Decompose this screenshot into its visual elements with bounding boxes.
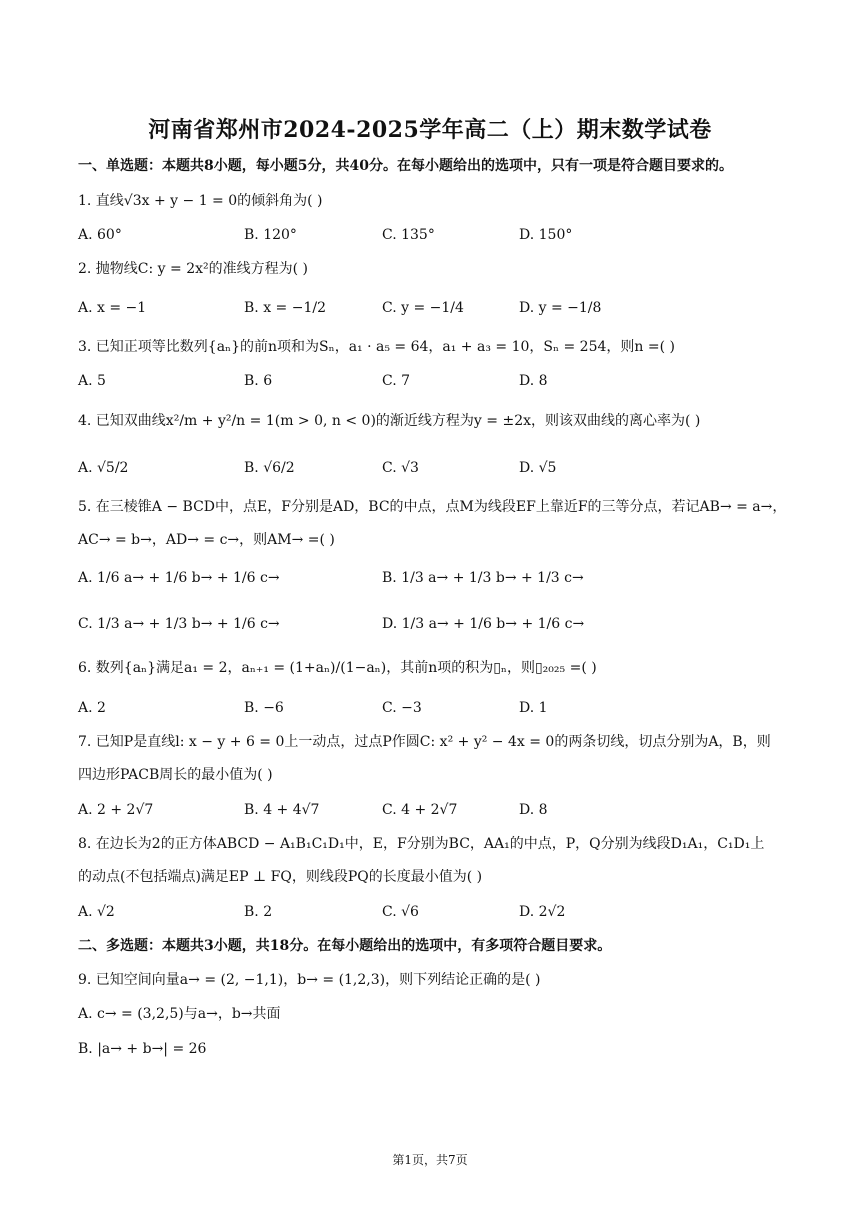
question-4-stem: 4. 已知双曲线x²/m + y²/n = 1(m > 0, n < 0)的渐近线方程为y = ±2x，则该双曲线的离心率为( ) (78, 413, 701, 429)
question-1-option-b: B. 120° (244, 227, 297, 243)
question-7-option-d: D. 8 (519, 802, 548, 818)
question-5-option-a: A. 1/6 a→ + 1/6 b→ + 1/6 c→ (78, 570, 280, 586)
question-2-option-b: B. x = −1/2 (244, 300, 326, 316)
question-8-option-b: B. 2 (244, 904, 273, 920)
section-heading-multi-choice: 二、多选题：本题共3小题，共18分。在每小题给出的选项中，有多项符合题目要求。 (78, 938, 612, 954)
question-4-option-b: B. √6/2 (244, 460, 295, 476)
question-4-option-d: D. √5 (519, 460, 557, 476)
question-3-option-a: A. 5 (78, 373, 106, 389)
question-6-option-a: A. 2 (78, 700, 106, 716)
question-1-option-a: A. 60° (78, 227, 122, 243)
question-3-option-d: D. 8 (519, 373, 548, 389)
question-8-stem-continued: 的动点(不包括端点)满足EP ⊥ FQ，则线段PQ的长度最小值为( ) (78, 869, 483, 885)
question-8-stem: 8. 在边长为2的正方体ABCD − A₁B₁C₁D₁中，E，F分别为BC，AA₁的中点，P，Q分别为线段D₁A₁，C₁D₁上 (78, 836, 765, 852)
question-6-option-c: C. −3 (382, 700, 422, 716)
question-1-stem: 1. 直线√3x + y − 1 = 0的倾斜角为( ) (78, 193, 323, 209)
question-4-option-c: C. √3 (382, 460, 419, 476)
page-title: 河南省郑州市2024-2025学年高二（上）期末数学试卷 (148, 117, 712, 143)
question-5-option-d: D. 1/3 a→ + 1/6 b→ + 1/6 c→ (382, 616, 585, 632)
question-6-stem: 6. 数列{aₙ}满足a₁ = 2，aₙ₊₁ = (1+aₙ)/(1−aₙ)，其前n项的积为▯ₙ，则▯₂₀₂₅ =( ) (78, 660, 597, 676)
question-5-option-c: C. 1/3 a→ + 1/3 b→ + 1/6 c→ (78, 616, 280, 632)
page-footer: 第1页，共7页 (392, 1153, 468, 1167)
question-2-option-a: A. x = −1 (78, 300, 147, 316)
question-8-option-c: C. √6 (382, 904, 419, 920)
question-5-stem: 5. 在三棱锥A − BCD中，点E，F分别是AD，BC的中点，点M为线段EF上靠近F的三等分点，若记AB→ = a→， (78, 499, 787, 515)
question-5-stem-continued: AC→ = b→，AD→ = c→，则AM→ =( ) (78, 532, 335, 548)
question-7-stem: 7. 已知P是直线l: x − y + 6 = 0上一动点，过点P作圆C: x² + y² − 4x = 0的两条切线，切点分别为A，B，则 (78, 734, 771, 750)
question-2-option-c: C. y = −1/4 (382, 300, 464, 316)
question-7-stem-continued: 四边形PACB周长的最小值为( ) (78, 767, 273, 783)
question-2-stem: 2. 抛物线C: y = 2x²的准线方程为( ) (78, 261, 309, 277)
question-3-stem: 3. 已知正项等比数列{aₙ}的前n项和为Sₙ，a₁ · a₅ = 64，a₁ + a₃ = 10，Sₙ = 254，则n =( ) (78, 339, 675, 355)
question-9-option-b: B. |a→ + b→| = 26 (78, 1041, 207, 1057)
question-9-stem: 9. 已知空间向量a→ = (2, −1,1)，b→ = (1,2,3)，则下列结论正确的是( ) (78, 972, 541, 988)
question-7-option-a: A. 2 + 2√7 (78, 802, 154, 818)
question-7-option-c: C. 4 + 2√7 (382, 802, 458, 818)
question-9-option-a: A. c→ = (3,2,5)与a→，b→共面 (78, 1006, 281, 1022)
question-7-option-b: B. 4 + 4√7 (244, 802, 320, 818)
question-8-option-d: D. 2√2 (519, 904, 566, 920)
question-1-option-c: C. 135° (382, 227, 435, 243)
question-8-option-a: A. √2 (78, 904, 115, 920)
question-5-option-b: B. 1/3 a→ + 1/3 b→ + 1/3 c→ (382, 570, 584, 586)
question-3-option-c: C. 7 (382, 373, 411, 389)
question-1-option-d: D. 150° (519, 227, 573, 243)
question-3-option-b: B. 6 (244, 373, 273, 389)
question-6-option-b: B. −6 (244, 700, 284, 716)
question-2-option-d: D. y = −1/8 (519, 300, 602, 316)
section-heading-single-choice: 一、单选题：本题共8小题，每小题5分，共40分。在每小题给出的选项中，只有一项是符合题目要求的。 (78, 158, 733, 174)
question-4-option-a: A. √5/2 (78, 460, 129, 476)
question-6-option-d: D. 1 (519, 700, 548, 716)
